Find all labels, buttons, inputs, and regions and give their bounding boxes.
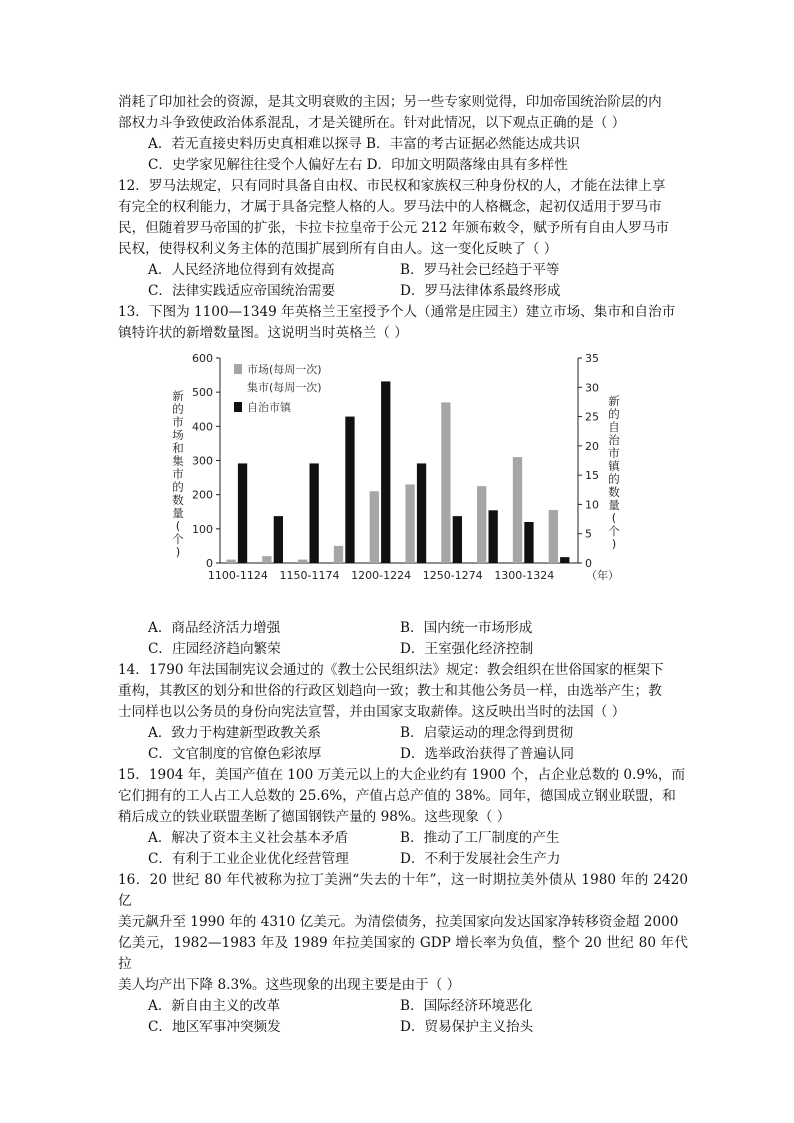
market-fair-bar [370,491,379,563]
q13-option-c[interactable]: C．庄园经济趋向繁荣 [148,641,281,657]
q13-option-d[interactable]: D．王室强化经济控制 [400,641,534,657]
q14-option-a[interactable]: A．致力于构建新型政教关系 [148,725,321,741]
q15-option-a[interactable]: A．解决了资本主义社会基本矛盾 [148,830,349,846]
market-fair-bar [334,546,343,563]
q14-stem-line1: 14．1790 年法国制宪议会通过的《教士公民组织法》规定：教会组织在世俗国家的框架下 [118,662,664,678]
market-fair-bar [226,560,235,563]
x-tick-label: 1200-1224 [351,569,412,582]
right-y-tick-label: 10 [585,498,599,512]
q15-options-row2 [118,849,688,870]
borough-bar [310,463,319,563]
market-fair-bar [549,510,558,563]
q14-options-row1 [118,723,688,744]
market-fair-bar [262,556,271,563]
q12-option-c[interactable]: C．法律实践适应帝国统治需要 [148,283,336,299]
q11-text-line2: 部权力斗争致使政治体系混乱，才是关键所在。针对此情况，以下观点正确的是（ ） [118,115,626,131]
left-y-tick-label: 400 [192,420,213,434]
q16-stem-line3: 亿美元，1982—1983 年及 1989 年拉美国家的 GDP 增长率为负值，整个 20 世纪 80 年代拉 [118,935,688,972]
x-tick-label: 1100-1124 [207,569,268,582]
charter-chart-svg [118,350,678,612]
q12-stem-line2: 有完全的权利能力，才属于具备完整人格的人。罗马法中的人格概念，起初仅适用于罗马市 [118,199,662,215]
q12-options-row1 [118,260,688,281]
q14-stem-line3: 士同样也以公务员的身份向宪法宣誓，并由国家支取薪俸。这反映出当时的法国（ ） [118,704,626,720]
q11-options-ab[interactable]: A．若无直接史料历史真相难以探寻 B．丰富的考古证据必然能达成共识 [148,136,580,152]
q13-stem-line2: 镇特许状的新增数量图。这说明当时英格兰（ ） [118,325,408,341]
q13-option-a[interactable]: A．商品经济活力增强 [148,620,281,636]
q13-option-b[interactable]: B．国内统一市场形成 [400,620,533,636]
x-tick-label: 1300-1324 [494,569,555,582]
market-fair-bar [298,560,307,563]
borough-bar [381,381,390,563]
q14-option-c[interactable]: C．文官制度的官僚色彩浓厚 [148,746,322,762]
q15-stem-line2: 它们拥有的工人占工人总数的 25.6%，产值占总产值的 38%。同年，德国成立钢业联盟，和 [118,788,676,804]
q16-options-row2 [118,1017,688,1038]
right-y-tick-label: 5 [585,527,592,541]
right-y-tick-label: 30 [585,381,599,395]
q14-options-row2 [118,744,688,765]
right-y-tick-label: 25 [585,410,599,424]
q13-options-row1 [118,618,688,639]
legend-market-label: 市场(每周一次) [247,363,322,376]
left-y-axis-title: 新的市场和集市的数量(个) [172,389,184,559]
q15-stem-line1: 15．1904 年，美国产值在 100 万美元以上的大企业约有 1900 个，占企业总数的 0.9%，而 [118,767,686,783]
right-y-tick-label: 15 [585,469,599,483]
borough-bar [453,516,462,563]
q16-option-b[interactable]: B．国际经济环境恶化 [400,998,533,1014]
q16-option-a[interactable]: A．新自由主义的改革 [148,998,281,1014]
q11-options-cd[interactable]: C．史学家见解往往受个人偏好左右 D．印加文明陨落缘由具有多样性 [148,157,568,173]
q12-options-row2 [118,281,688,302]
right-y-axis-title: 新的自治市镇的数量(个) [608,394,620,551]
market-fair-bar [513,457,522,563]
charter-chart [118,350,678,612]
q15-option-b[interactable]: B．推动了工厂制度的产生 [400,830,560,846]
market-fair-bar [405,484,414,563]
x-tick-label: 1150-1174 [279,569,340,582]
legend-market-swatch [234,364,242,374]
q15-stem-line3: 稍后成立的铁业联盟垄断了德国钢铁产量的 98%。这些现象（ ） [118,809,511,825]
x-axis-unit: （年） [586,569,619,582]
borough-bar [274,516,283,563]
right-y-tick-label: 35 [585,352,599,365]
q12-stem-line1: 12．罗马法规定，只有同时具备自由权、市民权和家族权三种身份权的人，才能在法律上享 [118,178,666,194]
left-y-tick-label: 600 [192,352,213,365]
q12-option-d[interactable]: D．罗马法律体系最终形成 [400,283,561,299]
right-y-tick-label: 0 [585,557,592,570]
left-y-tick-label: 100 [192,522,213,536]
q12-option-a[interactable]: A．人民经济地位得到有效提高 [148,262,335,278]
q12-option-b[interactable]: B．罗马社会已经趋于平等 [400,262,560,278]
q16-stem-line4: 美人均产出下降 8.3%。这些现象的出现主要是由于（ ） [118,977,461,993]
q16-options-row1 [118,996,688,1017]
x-tick-label: 1250-1274 [422,569,483,582]
borough-bar [560,557,569,563]
borough-bar [489,510,498,563]
left-y-tick-label: 300 [192,454,213,468]
market-fair-bar [477,486,486,563]
q14-stem-line2: 重构，其教区的划分和世俗的行政区划趋向一致；教士和其他公务员一样，由选举产生；教 [118,683,662,699]
q12-stem-line4: 民权，使得权利义务主体的范围扩展到所有自由人。这一变化反映了（ ） [118,241,558,257]
market-fair-bar [441,402,450,563]
exam-page [118,92,688,1038]
q13-options-row2 [118,639,688,660]
left-y-tick-label: 0 [206,557,213,570]
legend-fair-label: 集市(每周一次) [247,381,322,394]
q15-options-row1 [118,828,688,849]
q13-stem-line1: 13．下图为 1100—1349 年英格兰王室授予个人（通常是庄园主）建立市场、集市和自治市 [118,304,676,320]
borough-bar [417,463,426,563]
q16-option-d[interactable]: D．贸易保护主义抬头 [400,1019,534,1035]
borough-bar [524,522,533,563]
borough-bar [345,417,354,563]
q16-stem-line2: 美元飙升至 1990 年的 4310 亿美元。为清偿债务，拉美国家向发达国家净转移资金超 2000 [118,914,679,930]
borough-bar [238,463,247,563]
q14-option-b[interactable]: B．启蒙运动的理念得到贯彻 [400,725,574,741]
legend-borough-label: 自治市镇 [247,401,291,414]
q16-option-c[interactable]: C．地区军事冲突频发 [148,1019,281,1035]
q16-stem-line1: 16．20 世纪 80 年代被称为拉丁美洲“失去的十年”，这一时期拉美外债从 1980 年的 2420 亿 [118,872,688,909]
q15-option-c[interactable]: C．有利于工业企业优化经营管理 [148,851,349,867]
q15-option-d[interactable]: D．不利于发展社会生产力 [400,851,561,867]
right-y-tick-label: 20 [585,439,599,453]
q14-option-d[interactable]: D．选举政治获得了普遍认同 [400,746,575,762]
q12-stem-line3: 民，但随着罗马帝国的扩张，卡拉卡拉皇帝于公元 212 年颁布敕令，赋予所有自由人罗马市 [118,220,670,236]
left-y-tick-label: 500 [192,386,213,400]
q11-text-line1: 消耗了印加社会的资源，是其文明衰败的主因；另一些专家则觉得，印加帝国统治阶层的内 [118,94,662,110]
left-y-tick-label: 200 [192,488,213,502]
legend-borough-swatch [234,402,242,412]
